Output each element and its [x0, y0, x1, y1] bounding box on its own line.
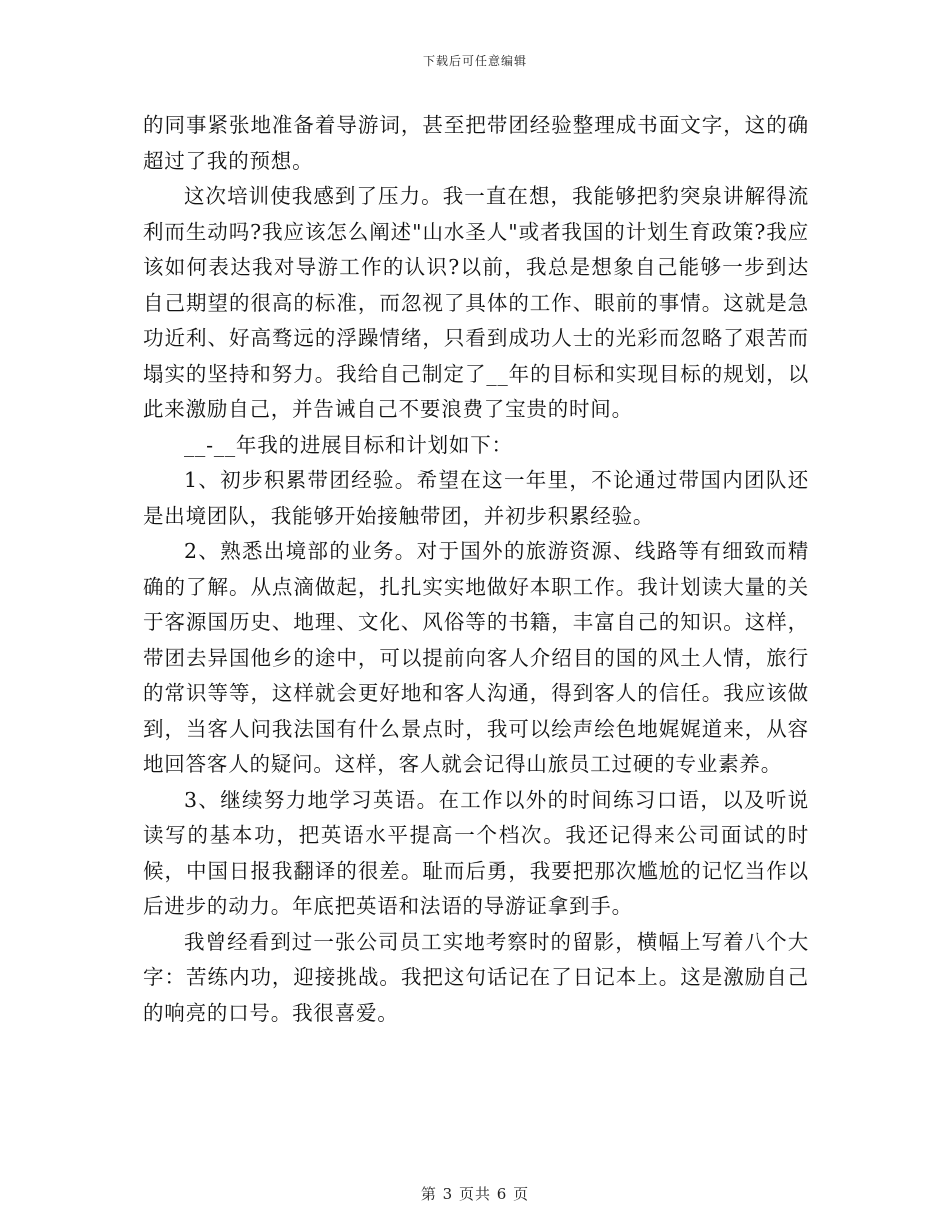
paragraph: 3、继续努力地学习英语。在工作以外的时间练习口语，以及听说读写的基本功，把英语水平提高一个档次。我还记得来公司面试的时候，中国日报我翻译的很差。耻而后勇，我要把那次尴尬的记忆当作以后进步的动力。年底把英语和法语的导游证拿到手。 [143, 787, 809, 918]
paragraph: 这次培训使我感到了压力。我一直在想，我能够把豹突泉讲解得流利而生动吗?我应该怎么阐述"山水圣人"或者我国的计划生育政策?我应该如何表达我对导游工作的认识?以前，我总是想象自己能够一步到达自己期望的很高的标准，而忽视了具体的工作、眼前的事情。这就是急功近利、好高骛远的浮躁情绪，只看到成功人士的光彩而忽略了艰苦而塌实的坚持和努力。我给自己制定了__年的目标和实现目标的规划，以此来激励自己，并告诫自己不要浪费了宝贵的时间。 [143, 184, 809, 421]
paragraph: 1、初步积累带团经验。希望在这一年里，不论通过带国内团队还是出境团队，我能够开始接触带团，并初步积累经验。 [143, 468, 809, 528]
document-body [143, 108, 809, 1031]
paragraph: 我曾经看到过一张公司员工实地考察时的留影，横幅上写着八个大字：苦练内功，迎接挑战。我把这句话记在了日记本上。这是激励自己的响亮的口号。我很喜爱。 [143, 929, 809, 1025]
page-footer: 第 3 页共 6 页 [420, 1185, 530, 1203]
paragraph: 的同事紧张地准备着导游词，甚至把带团经验整理成书面文字，这的确超过了我的预想。 [143, 113, 809, 173]
paragraph: 2、熟悉出境部的业务。对于国外的旅游资源、线路等有细致而精确的了解。从点滴做起，扎扎实实地做好本职工作。我计划读大量的关于客源国历史、地理、文化、风俗等的书籍，丰富自己的知识。这样，带团去异国他乡的途中，可以提前向客人介绍目的国的风土人情，旅行的常识等等，这样就会更好地和客人沟通，得到客人的信任。我应该做到，当客人问我法国有什么景点时，我可以绘声绘色地娓娓道来，从容地回答客人的疑问。这样，客人就会记得山旅员工过硬的专业素养。 [143, 539, 809, 776]
paragraph: __-__年我的进展目标和计划如下： [184, 432, 513, 457]
page-header: 下载后可任意编辑 [422, 54, 527, 68]
